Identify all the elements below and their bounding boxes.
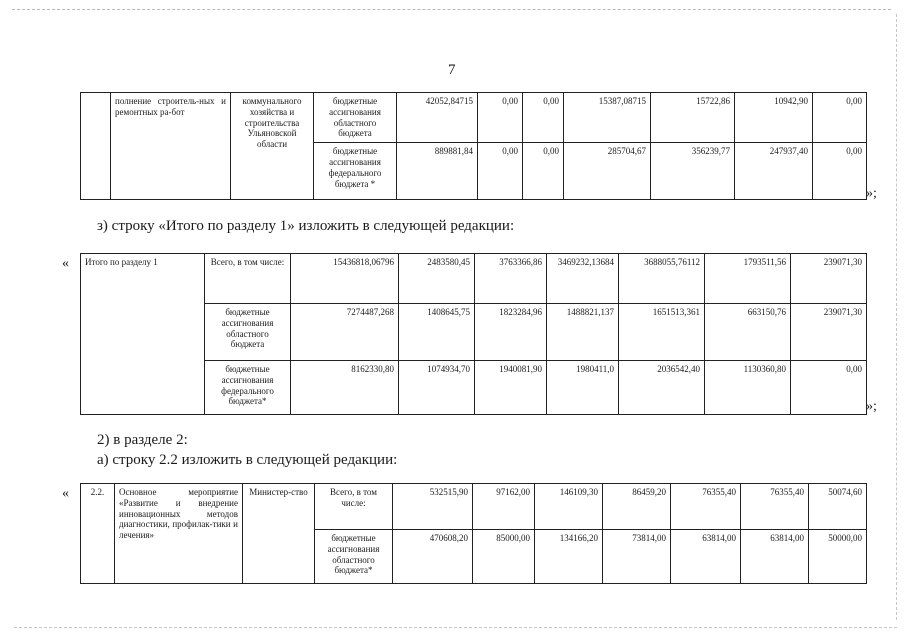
value-cell: 63814,00 [671, 530, 741, 584]
value-cell: 1408645,75 [399, 304, 475, 361]
value-cell: 76355,40 [671, 484, 741, 530]
value-cell: 0,00 [478, 143, 523, 200]
table-construction-works [80, 92, 867, 200]
value-cell: 247937,40 [735, 143, 813, 200]
value-cell: 1793511,56 [705, 254, 791, 304]
value-cell: 8162330,80 [291, 361, 399, 415]
value-cell: 0,00 [813, 93, 867, 143]
table-section1-total [80, 253, 867, 415]
value-cell: 663150,76 [705, 304, 791, 361]
paragraph-z: з) строку «Итого по разделу 1» изложить в следующей редакции: [97, 218, 515, 234]
value-cell: 0,00 [813, 143, 867, 200]
value-cell: 532515,90 [393, 484, 473, 530]
value-cell: 1940081,90 [475, 361, 547, 415]
funding-source-cell: бюджетные ассигнования областного бюджета* [315, 530, 393, 584]
value-cell: 239071,30 [791, 254, 867, 304]
page-border-bottom [14, 627, 897, 628]
value-cell: 50000,00 [809, 530, 867, 584]
value-cell: 86459,20 [603, 484, 671, 530]
value-cell: 1980411,0 [547, 361, 619, 415]
funding-source-cell: Всего, в том числе: [315, 484, 393, 530]
value-cell: 3763366,86 [475, 254, 547, 304]
value-cell: 10942,90 [735, 93, 813, 143]
paragraph-a: а) строку 2.2 изложить в следующей редакции: [97, 452, 398, 468]
page-number: 7 [448, 62, 456, 78]
opening-quote: « [62, 486, 69, 501]
value-cell: 63814,00 [741, 530, 809, 584]
value-cell: 470608,20 [393, 530, 473, 584]
value-cell: 1130360,80 [705, 361, 791, 415]
funding-source-cell: бюджетные ассигнования федерального бюджета* [205, 361, 291, 415]
executor-cell: коммунального хозяйства и строительства Ульяновской области [231, 93, 314, 200]
funding-source-cell: бюджетные ассигнования областного бюджета [314, 93, 397, 143]
page-border-top [12, 9, 891, 10]
value-cell: 3688055,76112 [619, 254, 705, 304]
value-cell: 85000,00 [473, 530, 535, 584]
closing-quote: »; [866, 186, 877, 201]
funding-source-cell: Всего, в том числе: [205, 254, 291, 304]
row-number-cell: 2.2. [81, 484, 115, 584]
value-cell: 50074,60 [809, 484, 867, 530]
value-cell: 146109,30 [535, 484, 603, 530]
value-cell: 0,00 [523, 93, 564, 143]
table-row [81, 93, 867, 143]
funding-source-cell: бюджетные ассигнования федерального бюджета * [314, 143, 397, 200]
value-cell: 76355,40 [741, 484, 809, 530]
value-cell: 889881,84 [397, 143, 478, 200]
value-cell: 0,00 [791, 361, 867, 415]
event-cell: Основное мероприятие «Развитие и внедрение инновационных методов диагностики, профилак-тики и лечения» [115, 484, 243, 584]
value-cell: 285704,67 [564, 143, 651, 200]
value-cell: 1651513,361 [619, 304, 705, 361]
section-title-cell: Итого по разделу 1 [81, 254, 205, 415]
value-cell: 2036542,40 [619, 361, 705, 415]
value-cell: 1488821,137 [547, 304, 619, 361]
value-cell: 1823284,96 [475, 304, 547, 361]
table-row [81, 484, 867, 530]
value-cell: 3469232,13684 [547, 254, 619, 304]
value-cell: 0,00 [478, 93, 523, 143]
closing-quote: »; [866, 399, 877, 414]
empty-cell [81, 93, 111, 200]
opening-quote: « [62, 256, 69, 271]
table-row [81, 254, 867, 304]
executor-cell: Министер-ство [243, 484, 315, 584]
value-cell: 42052,84715 [397, 93, 478, 143]
value-cell: 1074934,70 [399, 361, 475, 415]
paragraph-section2: 2) в разделе 2: [97, 432, 188, 448]
funding-source-cell: бюджетные ассигнования областного бюджета [205, 304, 291, 361]
value-cell: 134166,20 [535, 530, 603, 584]
value-cell: 15722,86 [651, 93, 735, 143]
value-cell: 97162,00 [473, 484, 535, 530]
value-cell: 0,00 [523, 143, 564, 200]
value-cell: 356239,77 [651, 143, 735, 200]
page-border-right [896, 14, 897, 620]
value-cell: 239071,30 [791, 304, 867, 361]
value-cell: 73814,00 [603, 530, 671, 584]
event-cell: полнение строитель-ных и ремонтных ра-бот [111, 93, 231, 200]
value-cell: 15387,08715 [564, 93, 651, 143]
table-row-2-2 [80, 483, 867, 584]
value-cell: 7274487,268 [291, 304, 399, 361]
value-cell: 15436818,06796 [291, 254, 399, 304]
value-cell: 2483580,45 [399, 254, 475, 304]
